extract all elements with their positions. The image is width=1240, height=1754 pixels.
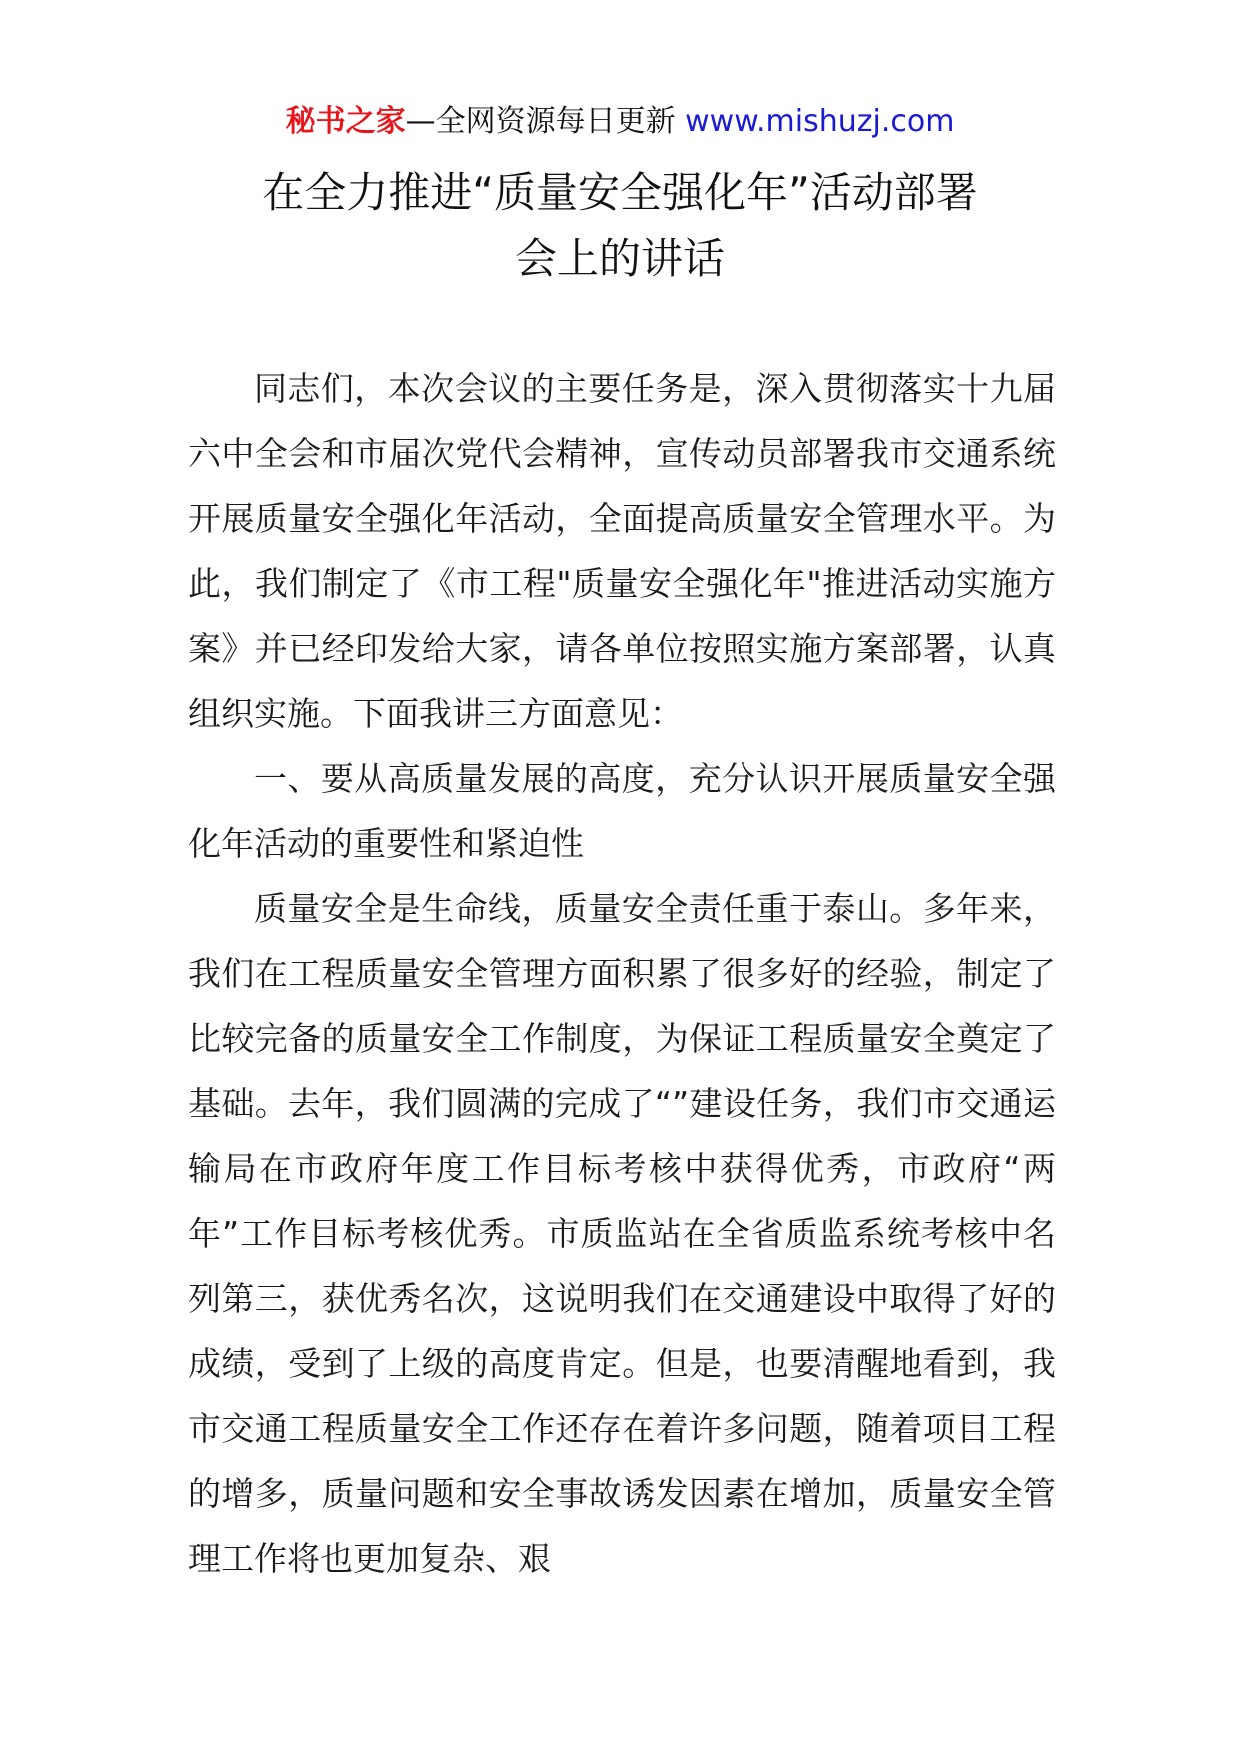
section-heading-1: 一、要从高质量发展的高度，充分认识开展质量安全强化年活动的重要性和紧迫性	[188, 759, 1056, 863]
brand-name: 秘书之家	[285, 104, 406, 139]
header-tagline: —全网资源每日更新	[405, 104, 686, 139]
title-line-1: 在全力推进“质量安全强化年”活动部署	[262, 168, 978, 217]
title-line-2: 会上的讲话	[514, 234, 725, 283]
site-header	[0, 100, 1240, 144]
site-url-link[interactable]: www.mishuzj.com	[685, 104, 955, 139]
document-body	[188, 356, 1056, 1591]
paragraph-section-1: 质量安全是生命线，质量安全责任重于泰山。多年来，我们在工程质量安全管理方面积累了很多好的经验，制定了比较完备的质量安全工作制度，为保证工程质量安全奠定了基础。去年，我们圆满的完成了“”建设任务，我们市交通运输局在市政府年度工作目标考核中获得优秀，市政府“两年”工作目标考核优秀。市质监站在全省质监系统考核中名列第三，获优秀名次，这说明我们在交通建设中取得了好的成绩，受到了上级的高度肯定。但是，也要清醒地看到，我市交通工程质量安全工作还存在着许多问题，随着项目工程的增多，质量问题和安全事故诱发因素在增加，质量安全管理工作将也更加复杂、艰	[188, 889, 1056, 1578]
paragraph-intro: 同志们，本次会议的主要任务是，深入贯彻落实十九届六中全会和市届次党代会精神，宣传动员部署我市交通系统开展质量安全强化年活动，全面提高质量安全管理水平。为此，我们制定了《市工程"质量安全强化年"推进活动实施方案》并已经印发给大家，请各单位按照实施方案部署，认真组织实施。下面我讲三方面意见：	[188, 369, 1056, 733]
document-title	[0, 160, 1240, 292]
